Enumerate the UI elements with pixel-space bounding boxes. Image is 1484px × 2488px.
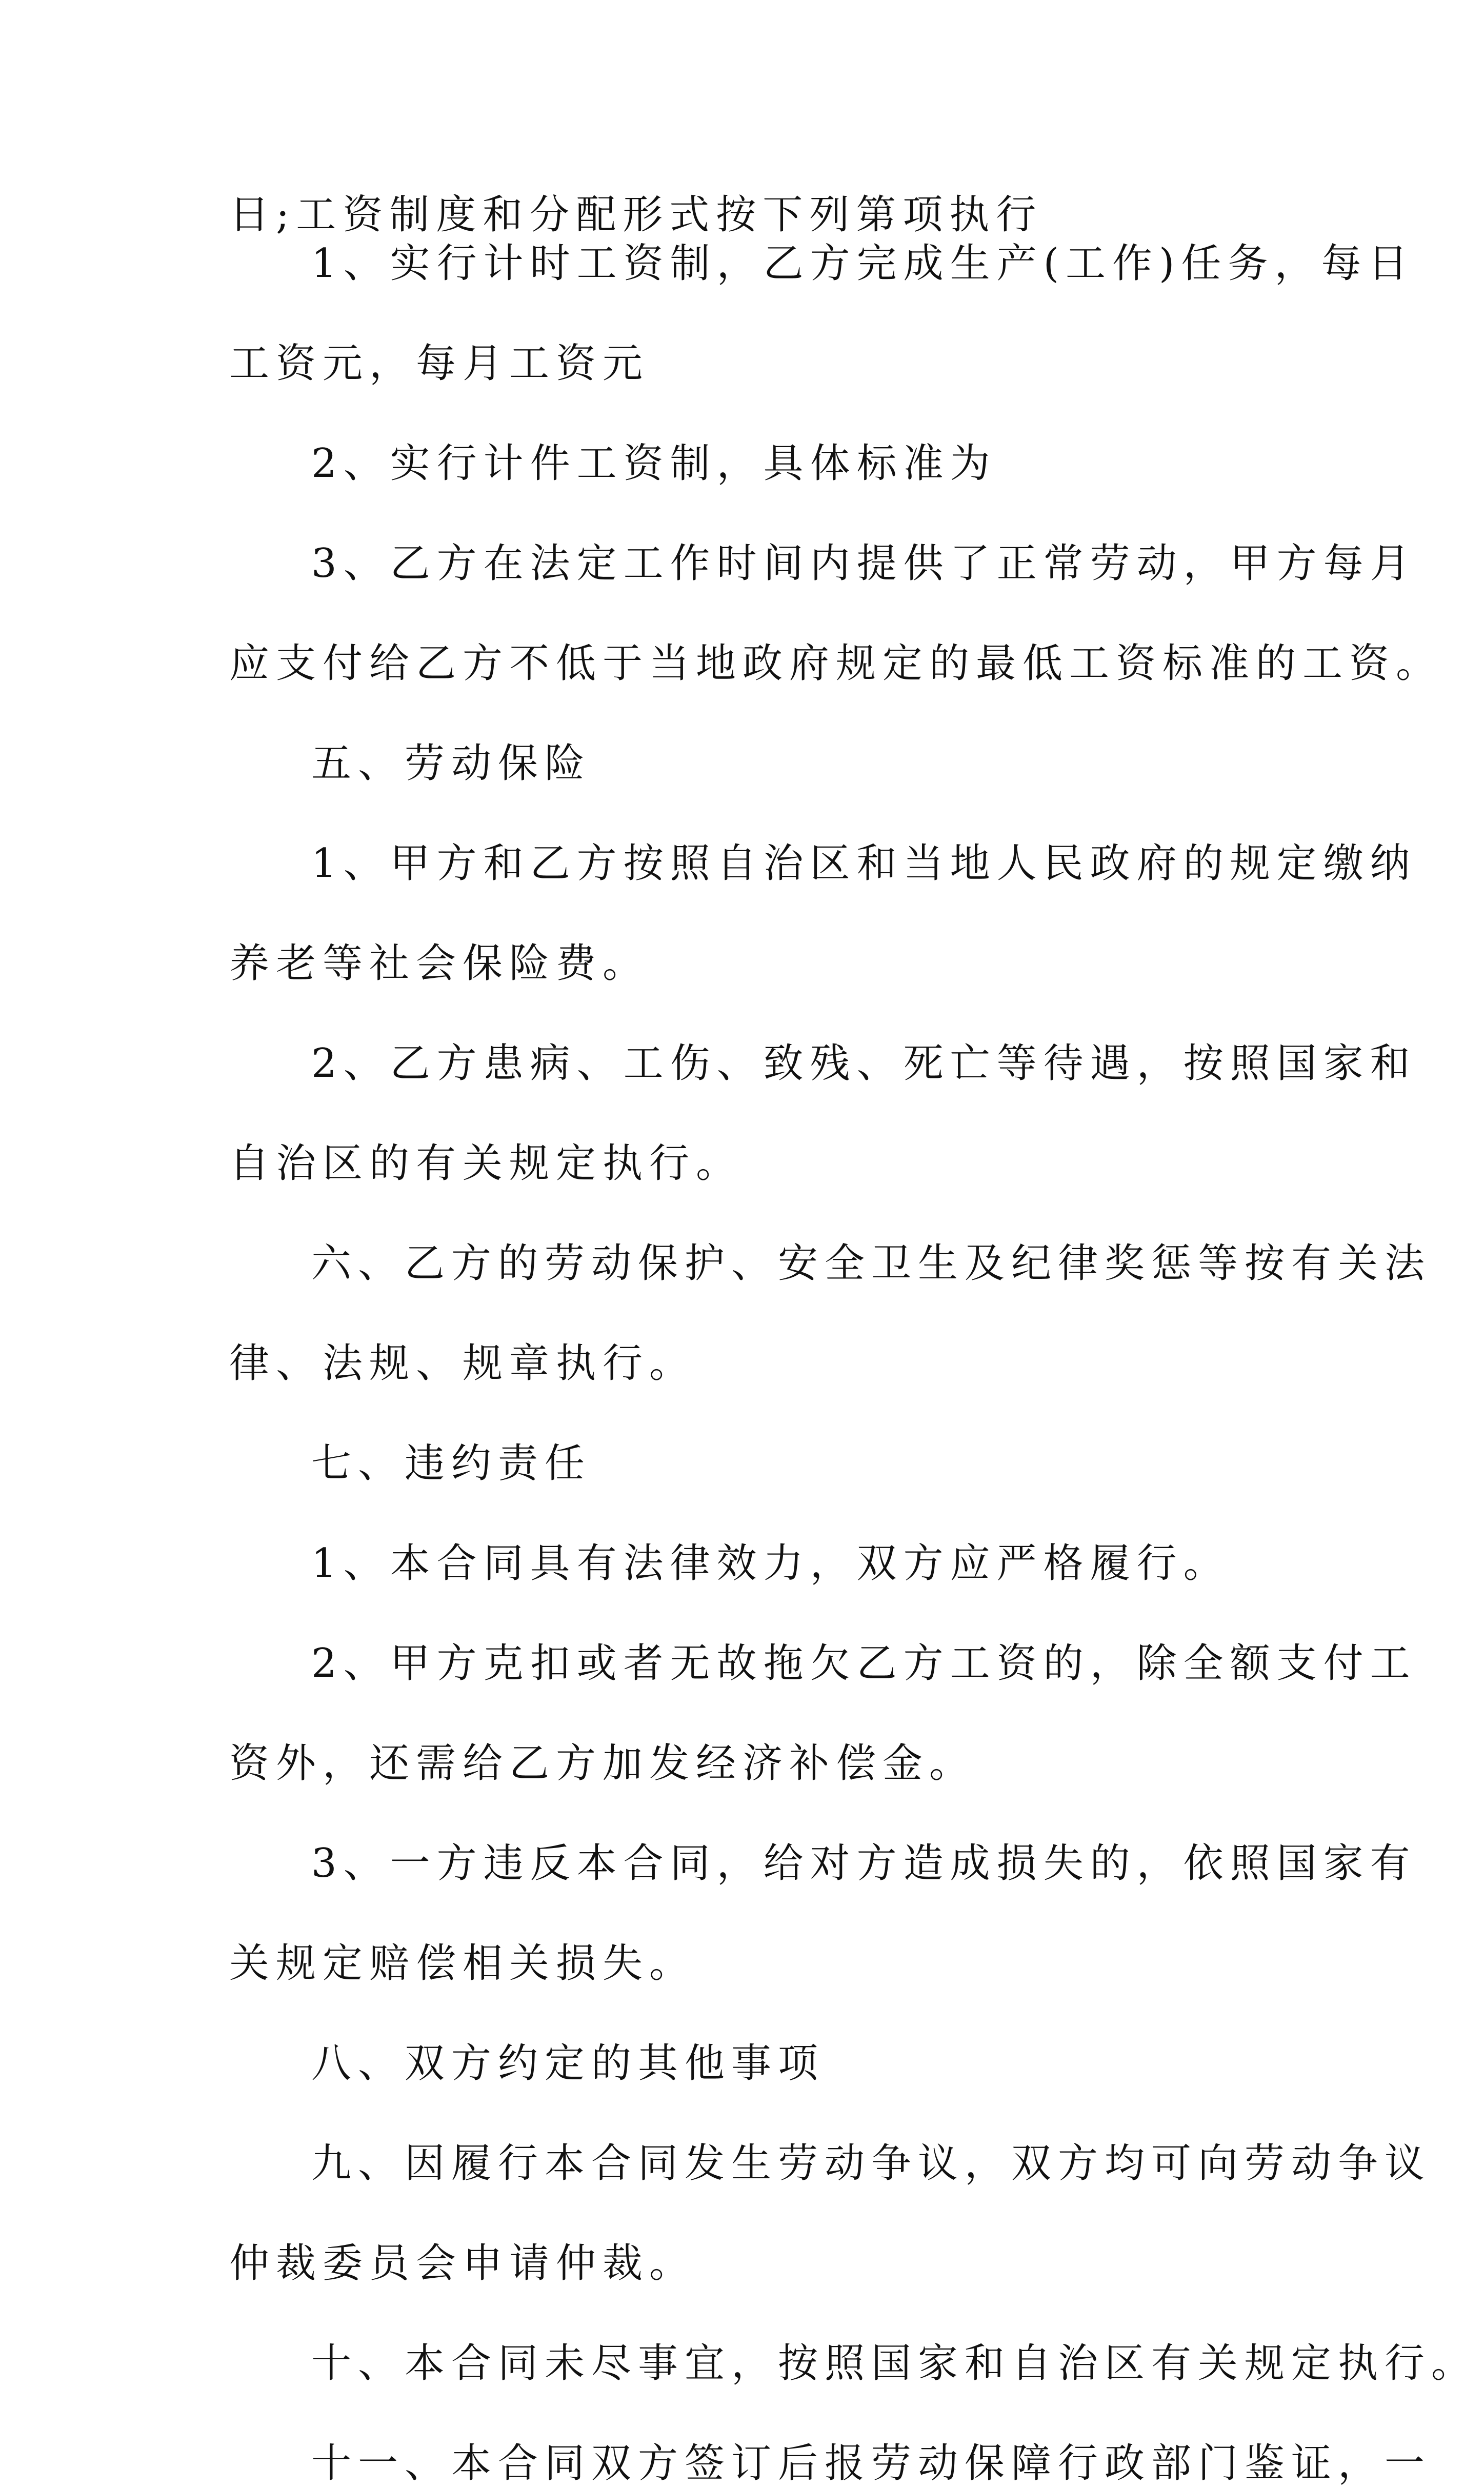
text-line: 2、甲方克扣或者无故拖欠乙方工资的，除全额支付工 [311,1640,1417,1687]
text-line: 3、乙方在法定工作时间内提供了正常劳动，甲方每月 [311,540,1417,587]
text-line: 律、法规、规章执行。 [229,1340,696,1387]
text-line: 关规定赔偿相关损失。 [229,1940,696,1987]
text-line: 日;工资制度和分配形式按下列第项执行 [229,192,1043,238]
text-line: 十、本合同未尽事宜，按照国家和自治区有关规定执行。 [311,2340,1478,2386]
text-line: 自治区的有关规定执行。 [229,1140,743,1187]
text-line: 1、甲方和乙方按照自治区和当地人民政府的规定缴纳 [311,840,1417,887]
text-line: 资外，还需给乙方加发经济补偿金。 [229,1740,976,1787]
text-line: 十一、本合同双方签订后报劳动保障行政部门鉴证，一 [311,2440,1432,2486]
text-line: 2、实行计件工资制，具体标准为 [311,440,997,487]
text-line: 七、违约责任 [311,1440,592,1487]
text-line: 八、双方约定的其他事项 [311,2040,825,2086]
text-line: 五、劳动保险 [311,740,592,787]
text-line: 应支付给乙方不低于当地政府规定的最低工资标准的工资。 [229,640,1443,687]
document-body [229,191,1478,2488]
text-line: 仲裁委员会申请仲裁。 [229,2240,696,2286]
text-line: 2、乙方患病、工伤、致残、死亡等待遇，按照国家和 [311,1040,1417,1087]
text-line: 六、乙方的劳动保护、安全卫生及纪律奖惩等按有关法 [311,1240,1432,1287]
text-line: 九、因履行本合同发生劳动争议，双方均可向劳动争议 [311,2140,1432,2186]
text-line: 3、一方违反本合同，给对方造成损失的，依照国家有 [311,1840,1417,1887]
text-line: 养老等社会保险费。 [229,940,650,987]
text-line: 1、本合同具有法律效力，双方应严格履行。 [311,1540,1230,1587]
text-line: 工资元，每月工资元 [229,340,650,387]
text-line: 1、实行计时工资制，乙方完成生产(工作)任务，每日 [311,240,1415,287]
